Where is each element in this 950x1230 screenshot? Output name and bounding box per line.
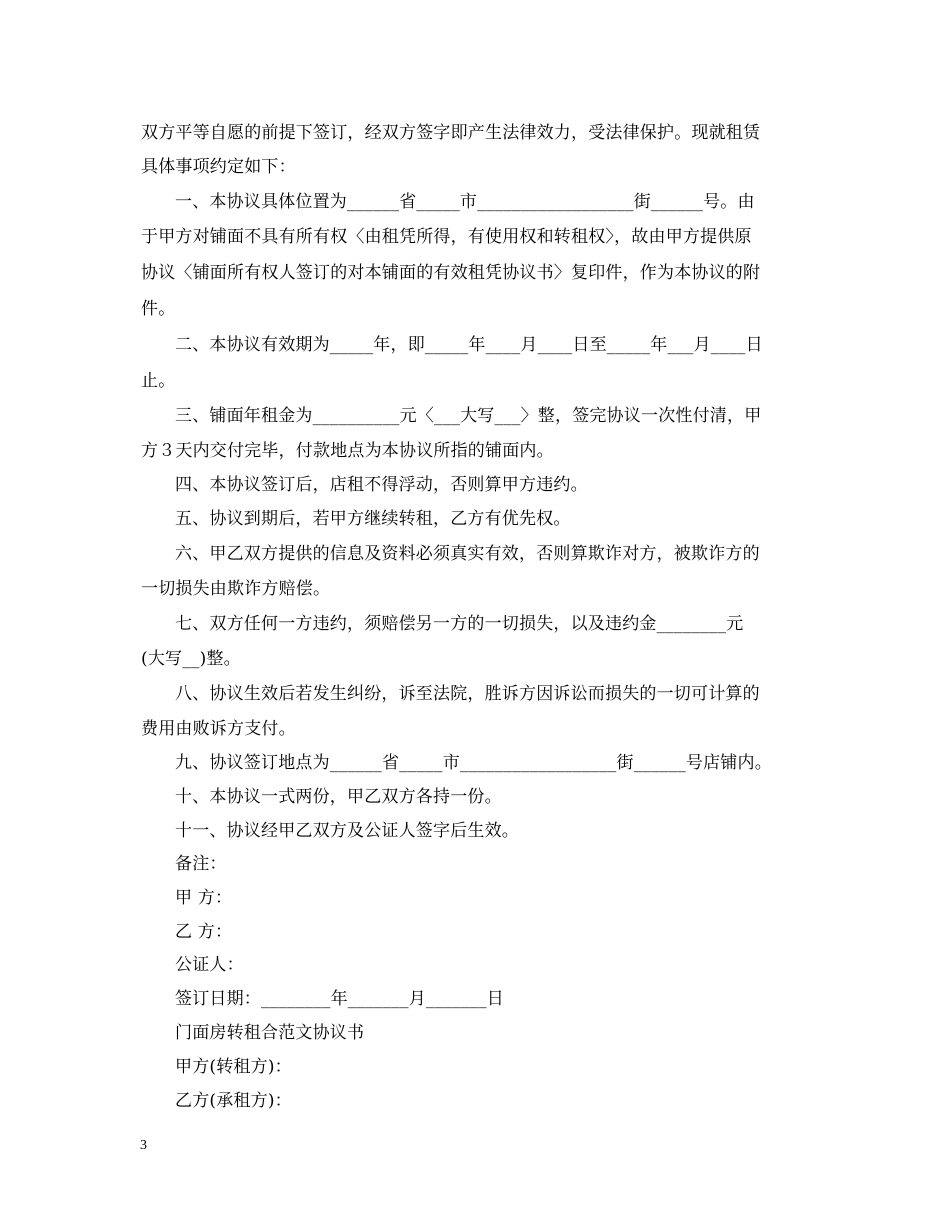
clause-9-line: 九、协议签订地点为______省_____市__________________街______号店铺内。 bbox=[175, 753, 772, 773]
sign-date-line: 签订日期：________年_______月_______日 bbox=[175, 989, 504, 1009]
text-line: 于甲方对铺面不具有所有权〈由租凭所得，有使用权和转租权〉，故由甲方提供原 bbox=[141, 227, 752, 247]
party-b-label: 乙 方： bbox=[175, 922, 233, 942]
clause-10-line: 十、本协议一式两份，甲乙双方各持一份。 bbox=[175, 787, 502, 807]
page-number: 3 bbox=[140, 1138, 147, 1153]
lessee-label: 乙方(承租方)： bbox=[175, 1091, 292, 1111]
text-line: 一切损失由欺诈方赔偿。 bbox=[141, 579, 331, 599]
text-line: 具体事项约定如下： bbox=[141, 157, 296, 177]
notary-label: 公证人： bbox=[175, 955, 244, 975]
clause-8-line: 八、协议生效后若发生纠纷，诉至法院，胜诉方因诉讼而损失的一切可计算的 bbox=[175, 684, 760, 704]
text-line: (大写__)整。 bbox=[141, 649, 241, 669]
clause-3-line: 三、铺面年租金为__________元〈___大写___〉整，签完协议一次性付清，甲 bbox=[175, 406, 762, 426]
text-line: 件。 bbox=[141, 299, 176, 319]
text-line: 方３天内交付完毕，付款地点为本协议所指的铺面内。 bbox=[141, 441, 554, 461]
clause-6-line: 六、甲乙双方提供的信息及资料必须真实有效，否则算欺诈对方，被欺诈方的 bbox=[175, 544, 760, 564]
remarks-label: 备注： bbox=[175, 854, 227, 874]
text-line: 费用由败诉方支付。 bbox=[141, 719, 296, 739]
clause-5-line: 五、协议到期后，若甲方继续转租，乙方有优先权。 bbox=[175, 509, 571, 529]
clause-7-line: 七、双方任何一方违约，须赔偿另一方的一切损失，以及违约金________元 bbox=[175, 614, 744, 634]
clause-1-line: 一、本协议具体位置为______省_____市__________________街______号。由 bbox=[175, 192, 755, 212]
text-line: 止。 bbox=[141, 371, 176, 391]
clause-2-line: 二、本协议有效期为_____年，即_____年____月____日至_____年___月____日 bbox=[175, 335, 763, 355]
party-a-label: 甲 方： bbox=[175, 888, 233, 908]
clause-11-line: 十一、协议经甲乙双方及公证人签字后生效。 bbox=[175, 821, 519, 841]
section-title: 门面房转租合范文协议书 bbox=[175, 1023, 365, 1043]
clause-4-line: 四、本协议签订后，店租不得浮动，否则算甲方违约。 bbox=[175, 475, 588, 495]
sublessor-label: 甲方(转租方)： bbox=[175, 1057, 292, 1077]
text-line: 协议〈铺面所有权人签订的对本铺面的有效租凭协议书〉复印件，作为本协议的附 bbox=[141, 263, 761, 283]
text-line: 双方平等自愿的前提下签订，经双方签字即产生法律效力，受法律保护。现就租赁 bbox=[141, 123, 761, 143]
